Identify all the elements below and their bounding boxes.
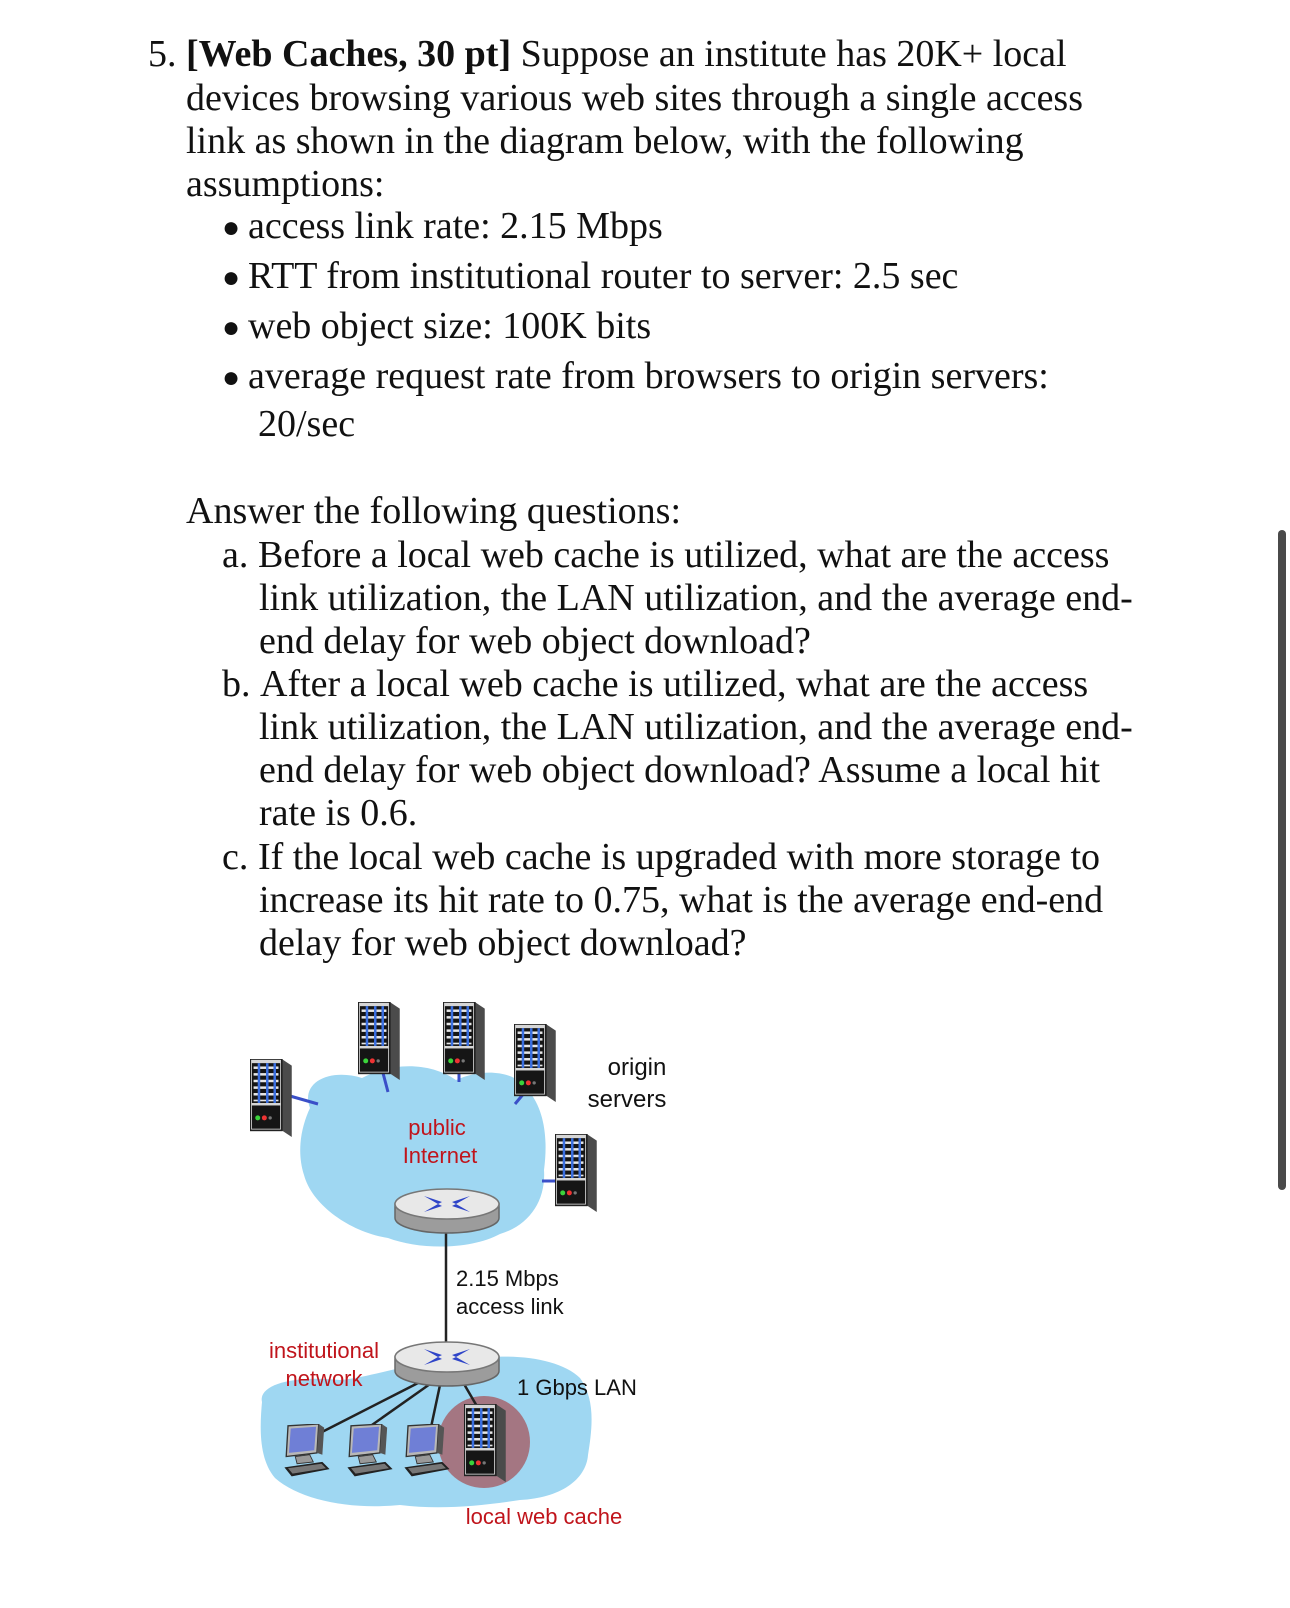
problem-number: 5. [148, 33, 177, 75]
institutional-router-icon [395, 1342, 499, 1386]
bullet-icon: ● [222, 361, 241, 394]
public-internet-label: Internet [402, 1143, 478, 1168]
question-a-line: Before a local web cache is utilized, what are the access [258, 534, 1110, 576]
questions-heading: Answer the following questions: [186, 490, 682, 532]
origin-server-icon [443, 1002, 484, 1080]
cache-server-icon [464, 1404, 505, 1482]
public-internet-label: public [408, 1115, 466, 1140]
institutional-network-label: institutional [268, 1338, 380, 1363]
problem-intro-line: assumptions: [186, 163, 385, 205]
internet-router-icon [395, 1189, 499, 1233]
assumption-continuation: 20/sec [258, 403, 356, 445]
origin-server-icon [250, 1059, 291, 1137]
vertical-scrollbar[interactable] [1278, 530, 1286, 1190]
problem-intro-line: devices browsing various web sites through a single access [186, 77, 1084, 119]
question-b-line: rate is 0.6. [259, 792, 418, 834]
problem-intro-line: link as shown in the diagram below, with the following [186, 120, 1024, 162]
question-b-line: end delay for web object download? Assume a local hit [259, 749, 1101, 791]
question-b-line: link utilization, the LAN utilization, and the average end- [259, 706, 1133, 748]
question-a-line: end delay for web object download? [259, 620, 811, 662]
origin-server-icon [555, 1134, 596, 1212]
question-c-line: delay for web object download? [259, 922, 747, 964]
assumption-item: RTT from institutional router to server: 2.5 sec [248, 255, 959, 297]
bullet-icon: ● [222, 211, 241, 244]
question-b-line: After a local web cache is utilized, what are the access [260, 663, 1089, 705]
origin-servers-label: origin [607, 1054, 667, 1081]
problem-intro-line: Suppose an institute has 20K+ local [520, 33, 1067, 75]
origin-server-icon [514, 1024, 555, 1102]
local-web-cache-label: local web cache [465, 1504, 623, 1529]
bullet-icon: ● [222, 261, 241, 294]
question-marker: c. [222, 836, 249, 878]
access-link-label: 2.15 Mbps [456, 1266, 559, 1291]
access-link-label: access link [456, 1294, 564, 1319]
origin-servers-label: servers [587, 1086, 667, 1113]
assumption-item: average request rate from browsers to origin servers: [248, 355, 1049, 397]
question-marker: b. [222, 663, 251, 705]
assumption-item: access link rate: 2.15 Mbps [248, 205, 663, 247]
lan-label: 1 Gbps LAN [517, 1375, 637, 1400]
problem-title: [Web Caches, 30 pt] [186, 33, 512, 75]
bullet-icon: ● [222, 311, 241, 344]
institutional-network-label: network [285, 1366, 363, 1391]
origin-server-icon [358, 1002, 399, 1080]
question-c-line: increase its hit rate to 0.75, what is the average end-end [259, 879, 1104, 921]
question-a-line: link utilization, the LAN utilization, and the average end- [259, 577, 1133, 619]
question-marker: a. [222, 534, 249, 576]
assumption-item: web object size: 100K bits [248, 305, 652, 347]
question-c-line: If the local web cache is upgraded with more storage to [258, 836, 1101, 878]
